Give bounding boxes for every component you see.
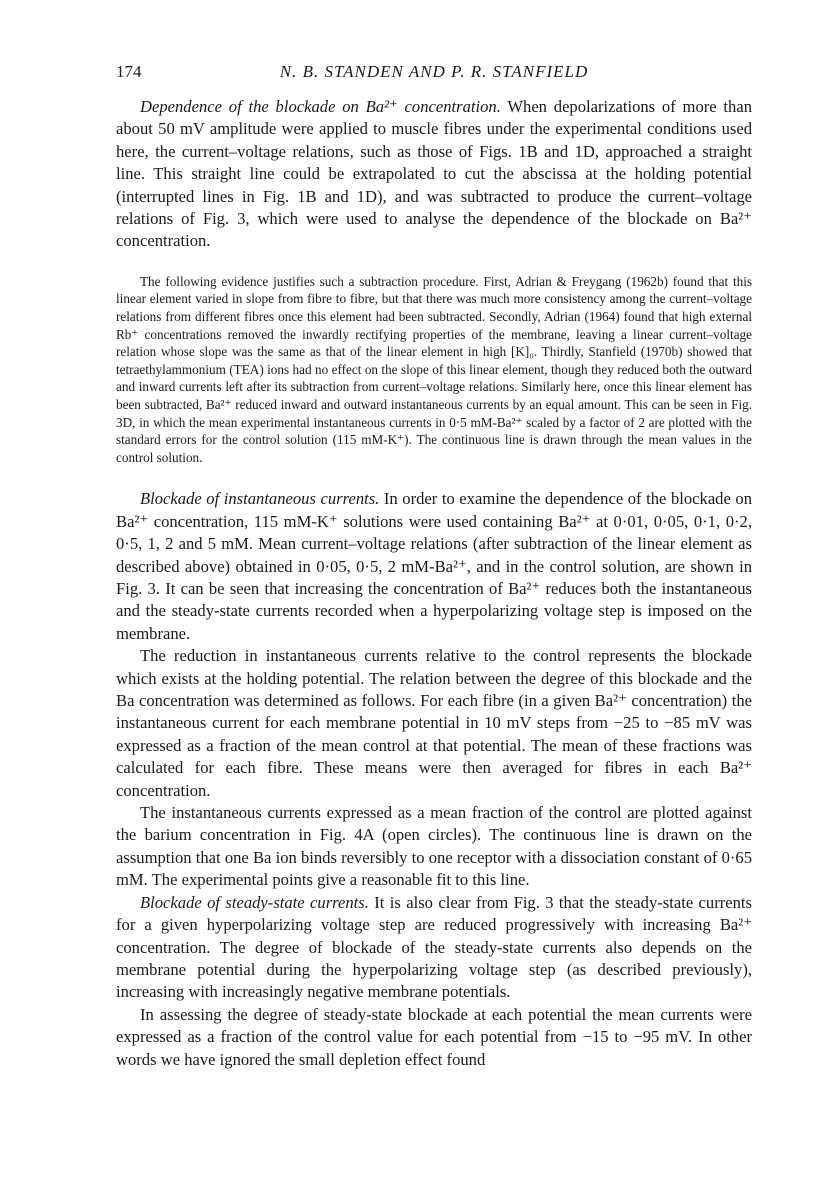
paragraph-text: In order to examine the dependence of the blockade on Ba²⁺ concentration, 115 mM-K⁺ solutions were used containing Ba²⁺ at 0·01, 0·05, 0·1, 0·2, 0·5, 1, 2 and 5 mM. Mean current–voltage relations (after subtraction of the linear element as described above) obtained in 0·05, 0·5, 2 mM-Ba²⁺, and in the control solution, are shown in Fig. 3. It can be seen that increasing the concentration of Ba²⁺ reduces both the instantaneous and the steady-state currents recorded when a hyperpolarizing voltage step is imposed on the membrane. <box>116 489 752 643</box>
paragraph-text: The following evidence justifies such a subtraction procedure. First, Adrian & Freygang (1962b) found that this linear element varied in slope from fibre to fibre, but that there was much more consistency among the current–voltage relations from different fibres once this element had been subtracted. Secondly, Adrian (1964) found that high external Rb⁺ concentrations removed the inwardly rectifying properties of the membrane, leaving a linear current–voltage relation whose slope was the same as that of the linear element in high [K]₀. Thirdly, Stanfield (1970b) showed that tetraethylammonium (TEA) ions had no effect on the slope of this linear element, though they reduced both the outward and inward currents left after its subtraction from current–voltage relations. Similarly here, once this linear element has been subtracted, Ba²⁺ reduced inward and outward instantaneous currents by an equal amount. This can be seen in Fig. 3D, in which the mean experimental instantaneous currents in 0·5 mM-Ba²⁺ scaled by a factor of 2 are plotted with the standard errors for the control solution (115 mM-K⁺). The continuous line is drawn through the mean values in the control solution. <box>116 273 752 465</box>
paragraph-holding-potential <box>116 645 752 802</box>
running-head: N. B. STANDEN AND P. R. STANFIELD <box>279 62 589 81</box>
paragraph-steady-state-blockade <box>116 892 752 1004</box>
paragraph-text: The reduction in instantaneous currents relative to the control represents the blockade which exists at the holding potential. The relation between the degree of this blockade and the Ba concentration was determined as follows. For each fibre (in a given Ba²⁺ concentration) the instantaneous current for each membrane potential in 10 mV steps from −25 to −85 mV was expressed as a fraction of the mean control at that potential. The mean of these fractions was calculated for each fibre. These means were then averaged for fibres in each Ba²⁺ concentration. <box>116 646 752 800</box>
section-lead-ba-dependence: Dependence of the blockade on Ba²⁺ concentration. <box>140 97 501 116</box>
paragraph-assessing-steady-state <box>116 1004 752 1071</box>
article-body <box>116 96 752 1071</box>
paragraph-text: It is also clear from Fig. 3 that the steady-state currents for a given hyperpolarizing voltage step are reduced progressively with increasing Ba²⁺ concentration. The degree of blockade of the steady-state currents also depends on the membrane potential during the hyperpolarizing voltage step (as described previously), increasing with increasingly negative membrane potentials. <box>116 892 753 1002</box>
paragraph-fig-4a <box>116 802 752 892</box>
section-lead-steady-state: Blockade of steady-state currents. <box>140 892 369 912</box>
paragraph-ba-concentration-dependence <box>116 96 752 253</box>
paragraph-text: In assessing the degree of steady-state blockade at each potential the mean currents were expressed as a fraction of the control value for each potential from −15 to −95 mV. In other words we have ignored the small depletion effect found <box>116 1004 752 1069</box>
section-lead-instantaneous: Blockade of instantaneous currents. <box>140 489 380 509</box>
paragraph-instantaneous-blockade <box>116 488 752 645</box>
page-header <box>116 62 752 88</box>
small-print-paragraph <box>116 273 752 467</box>
paragraph-text: The instantaneous currents expressed as a mean fraction of the control are plotted against the barium concentration in Fig. 4A (open circles). The continuous line is drawn on the assumption that one Ba ion binds reversibly to one receptor with a dissociation constant of 0·65 mM. The experimental points give a reasonable fit to this line. <box>116 803 752 890</box>
paragraph-text: When depolarizations of more than about 50 mV amplitude were applied to muscle fibres under the experimental conditions used here, the current–voltage relations, such as those of Figs. 1B and 1D, approached a straight line. This straight line could be extrapolated to cut the abscissa at the holding potential (interrupted lines in Fig. 1B and 1D), and was subtracted to produce the current–voltage relations of Fig. 3, which were used to analyse the dependence of the blockade on Ba²⁺ concentration. <box>116 97 752 251</box>
page-number: 174 <box>116 62 142 81</box>
